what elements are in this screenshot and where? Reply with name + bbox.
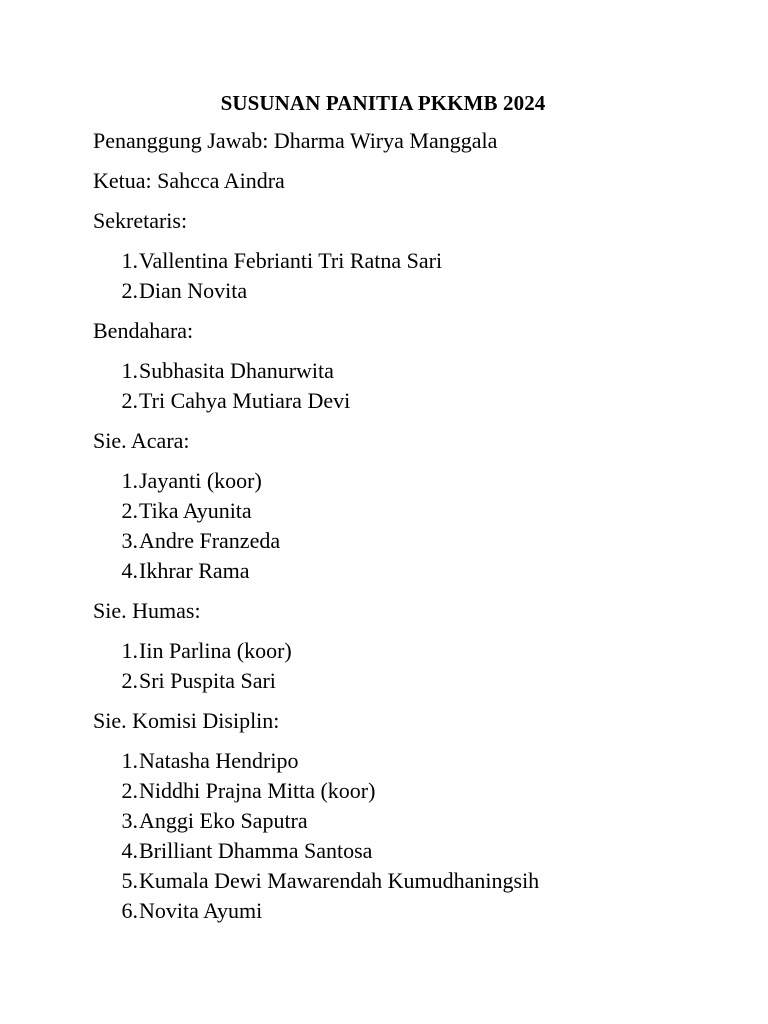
list-item xyxy=(93,636,693,666)
list-number: 3. xyxy=(121,808,138,833)
member-name: Jayanti (koor) xyxy=(139,468,262,493)
list-number: 1. xyxy=(121,248,138,273)
list-number: 4. xyxy=(121,838,138,863)
list-item xyxy=(93,666,693,696)
section-bendahara xyxy=(93,316,693,416)
member-name: Brilliant Dhamma Santosa xyxy=(139,838,373,863)
member-name: Tika Ayunita xyxy=(139,498,252,523)
list-number: 1. xyxy=(121,748,138,773)
section-heading: Sie. Humas: xyxy=(93,598,201,623)
section-heading: Sie. Komisi Disiplin: xyxy=(93,708,280,733)
section-heading: Sie. Acara: xyxy=(93,428,190,453)
list-number: 1. xyxy=(121,468,138,493)
list-number: 2. xyxy=(121,498,138,523)
list-number: 2. xyxy=(121,778,138,803)
member-list xyxy=(93,466,693,586)
member-list xyxy=(93,356,693,416)
list-number: 2. xyxy=(121,668,138,693)
member-list xyxy=(93,636,693,696)
list-item xyxy=(93,526,693,556)
ketua-line: Ketua: Sahcca Aindra xyxy=(93,168,285,193)
member-list xyxy=(93,246,693,306)
member-list xyxy=(93,746,693,926)
member-name: Andre Franzeda xyxy=(139,528,281,553)
member-name: Sri Puspita Sari xyxy=(139,668,276,693)
section-sie-acara xyxy=(93,426,693,586)
list-item xyxy=(93,466,693,496)
member-name: Iin Parlina (koor) xyxy=(139,638,292,663)
list-item xyxy=(93,496,693,526)
section-heading: Bendahara: xyxy=(93,318,194,343)
section-sekretaris xyxy=(93,206,693,306)
penanggung-jawab-line: Penanggung Jawab: Dharma Wirya Manggala xyxy=(93,128,498,153)
member-name: Novita Ayumi xyxy=(139,898,263,923)
section-sie-komisi-disiplin xyxy=(93,706,693,926)
member-name: Subhasita Dhanurwita xyxy=(139,358,334,383)
list-item xyxy=(93,356,693,386)
list-number: 5. xyxy=(121,868,138,893)
document-title: SUSUNAN PANITIA PKKMB 2024 xyxy=(220,91,546,115)
member-name: Anggi Eko Saputra xyxy=(139,808,308,833)
section-sie-humas xyxy=(93,596,693,696)
member-name: Dian Novita xyxy=(139,278,248,303)
list-item xyxy=(93,896,693,926)
list-number: 1. xyxy=(121,358,138,383)
list-number: 1. xyxy=(121,638,138,663)
list-item xyxy=(93,386,693,416)
list-item xyxy=(93,556,693,586)
list-item xyxy=(93,866,693,896)
list-item xyxy=(93,746,693,776)
list-item xyxy=(93,246,693,276)
member-name: Natasha Hendripo xyxy=(139,748,299,773)
list-number: 3. xyxy=(121,528,138,553)
member-name: Vallentina Febrianti Tri Ratna Sari xyxy=(139,248,443,273)
document-content xyxy=(93,88,693,926)
member-name: Kumala Dewi Mawarendah Kumudhaningsih xyxy=(139,868,540,893)
list-number: 4. xyxy=(121,558,138,583)
list-item xyxy=(93,836,693,866)
list-item xyxy=(93,276,693,306)
list-item xyxy=(93,806,693,836)
list-number: 2. xyxy=(121,278,138,303)
section-heading: Sekretaris: xyxy=(93,208,188,233)
list-number: 6. xyxy=(121,898,138,923)
member-name: Niddhi Prajna Mitta (koor) xyxy=(139,778,376,803)
member-name: Ikhrar Rama xyxy=(139,558,250,583)
list-item xyxy=(93,776,693,806)
list-number: 2. xyxy=(121,388,138,413)
member-name: Tri Cahya Mutiara Devi xyxy=(139,388,351,413)
